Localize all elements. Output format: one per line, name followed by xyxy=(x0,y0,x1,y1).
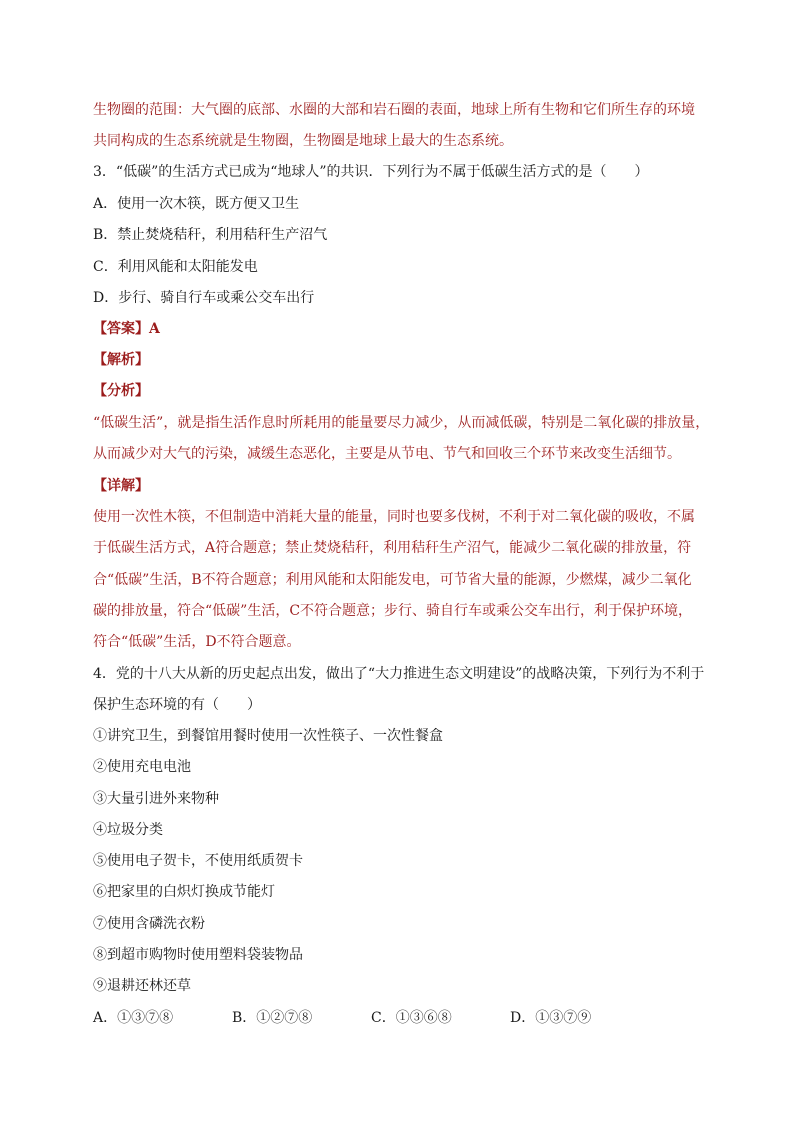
q4-stem-line-2: 保护生态环境的有（ ） xyxy=(93,697,261,713)
q4-item-2: ②使用充电电池 xyxy=(93,759,191,775)
q3-option-a: A．使用一次木筷，既方便又卫生 xyxy=(93,196,300,212)
q3-detail-line-2: 于低碳生活方式，A符合题意；禁止焚烧秸秆，利用秸秆生产沼气，能减少二氧化碳的排放量，符 xyxy=(93,540,692,556)
q3-analysis-label: 【解析】 xyxy=(93,352,149,368)
q3-detail-line-1: 使用一次性木筷，不但制造中消耗大量的能量，同时也要多伐树，不利于对二氧化碳的吸收，不属 xyxy=(93,509,695,525)
q3-fenxi-line-2: 从而减少对大气的污染，减缓生态恶化，主要是从节电、节气和回收三个环节来改变生活细节。 xyxy=(93,446,681,462)
q4-item-7: ⑦使用含磷洗衣粉 xyxy=(93,916,205,932)
q4-choice-d: D．①③⑦⑨ xyxy=(510,1010,592,1026)
q3-option-b: B．禁止焚烧秸秆，利用秸秆生产沼气 xyxy=(93,227,328,243)
q3-fenxi-line-1: “低碳生活”，就是指生活作息时所耗用的能量要尽力减少，从而减低碳，特别是二氧化碳的排放量， xyxy=(93,415,710,431)
q3-option-d: D．步行、骑自行车或乘公交车出行 xyxy=(93,290,315,306)
q3-answer: 【答案】A xyxy=(93,321,160,337)
q3-fenxi-label: 【分析】 xyxy=(93,383,149,399)
q4-item-4: ④垃圾分类 xyxy=(93,822,163,838)
q3-detail-line-5: 符合“低碳”生活，D不符合题意。 xyxy=(93,634,301,650)
intro-line-2: 共同构成的生态系统就是生物圈，生物圈是地球上最大的生态系统。 xyxy=(93,133,513,149)
q4-item-1: ①讲究卫生，到餐馆用餐时使用一次性筷子、一次性餐盒 xyxy=(93,728,443,744)
q4-item-8: ⑧到超市购物时使用塑料袋装物品 xyxy=(93,947,303,963)
q4-stem-line-1: 4．党的十八大从新的历史起点出发，做出了“大力推进生态文明建设”的战略决策，下列行为不利于 xyxy=(93,666,705,682)
q4-choice-b: B．①②⑦⑧ xyxy=(232,1010,313,1026)
q3-stem: 3．“低碳”的生活方式已成为“地球人”的共识．下列行为不属于低碳生活方式的是（ ） xyxy=(93,164,649,180)
q4-item-9: ⑨退耕还林还草 xyxy=(93,978,191,994)
q3-detail-label: 【详解】 xyxy=(93,478,149,494)
q4-choices-row xyxy=(93,1008,708,1028)
q3-option-c: C．利用风能和太阳能发电 xyxy=(93,259,258,275)
intro-line-1: 生物圈的范围：大气圈的底部、水圈的大部和岩石圈的表面，地球上所有生物和它们所生存的环境 xyxy=(93,102,695,118)
q4-item-5: ⑤使用电子贺卡，不使用纸质贺卡 xyxy=(93,853,303,869)
q4-choice-c: C．①③⑥⑧ xyxy=(371,1010,452,1026)
q4-item-3: ③大量引进外来物种 xyxy=(93,791,219,807)
q4-item-6: ⑥把家里的白炽灯换成节能灯 xyxy=(93,884,275,900)
q3-detail-line-4: 碳的排放量，符合“低碳”生活，C不符合题意；步行、骑自行车或乘公交车出行，利于保护环境， xyxy=(93,603,693,619)
q4-choice-a: A．①③⑦⑧ xyxy=(93,1010,174,1026)
q3-detail-line-3: 合“低碳”生活，B不符合题意；利用风能和太阳能发电，可节省大量的能源，少燃煤，减少二氧化 xyxy=(93,572,692,588)
